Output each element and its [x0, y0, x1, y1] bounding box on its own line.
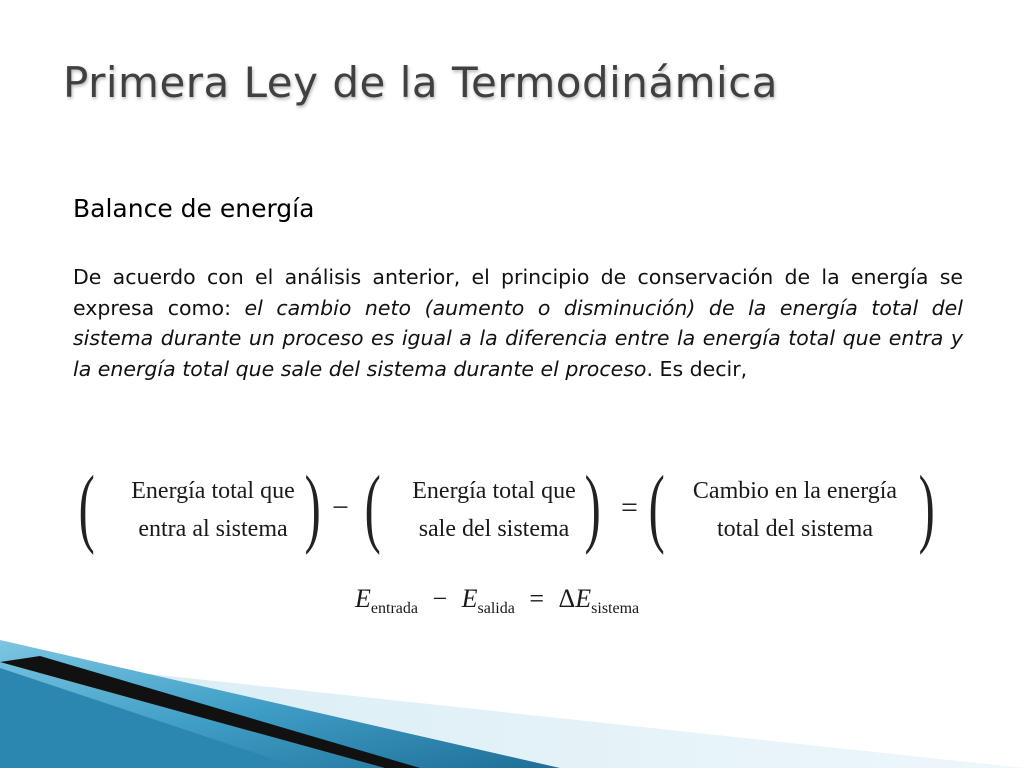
term-line: total del sistema [717, 516, 873, 542]
symbolic-equation [355, 584, 639, 624]
subscript-salida: salida [477, 600, 515, 617]
section-heading: Balance de energía [73, 194, 315, 223]
right-paren-icon: ) [304, 459, 321, 556]
paragraph-lead: De acuerdo con el análisis anterior, el principio de conservación de la energía se expresa como: [73, 265, 963, 320]
equation-term-energy-out [386, 472, 602, 548]
energy-symbol: E [461, 584, 478, 613]
energy-symbol: E [355, 584, 371, 613]
minus-sign: − [332, 491, 349, 524]
right-paren-icon: ) [918, 459, 935, 556]
left-paren-icon: ( [78, 459, 95, 556]
energy-symbol: E [575, 584, 592, 613]
minus-sign: − [432, 584, 448, 613]
paragraph-tail: . Es decir, [646, 356, 748, 381]
equals-sign: = [621, 491, 638, 524]
term-line: entra al sistema [138, 516, 288, 542]
word-equation [76, 459, 942, 556]
equals-sign: = [529, 584, 545, 613]
subscript-sistema: sistema [591, 600, 640, 617]
equation-term-energy-in [100, 472, 326, 548]
right-paren-icon: ) [584, 459, 601, 556]
term-line: Energía total que [412, 478, 576, 504]
term-line: Cambio en la energía [692, 478, 898, 504]
term-line: sale del sistema [418, 516, 570, 542]
left-paren-icon: ( [364, 459, 381, 556]
slide-title: Primera Ley de la Termodinámica [63, 58, 779, 107]
corner-decoration-icon [0, 638, 1024, 768]
left-paren-icon: ( [648, 459, 665, 556]
subscript-entrada: entrada [370, 600, 418, 617]
equation-term-energy-change [670, 472, 920, 548]
delta-symbol: Δ [558, 584, 576, 613]
body-paragraph [73, 262, 963, 384]
paragraph-emphasis: el cambio neto (aumento o disminución) de la energía total del sistema durante un proceso es igual a la diferencia entre la energía total que entra y la energía total que sale del sistema durante el proceso [73, 295, 963, 381]
term-line: Energía total que [131, 478, 295, 504]
